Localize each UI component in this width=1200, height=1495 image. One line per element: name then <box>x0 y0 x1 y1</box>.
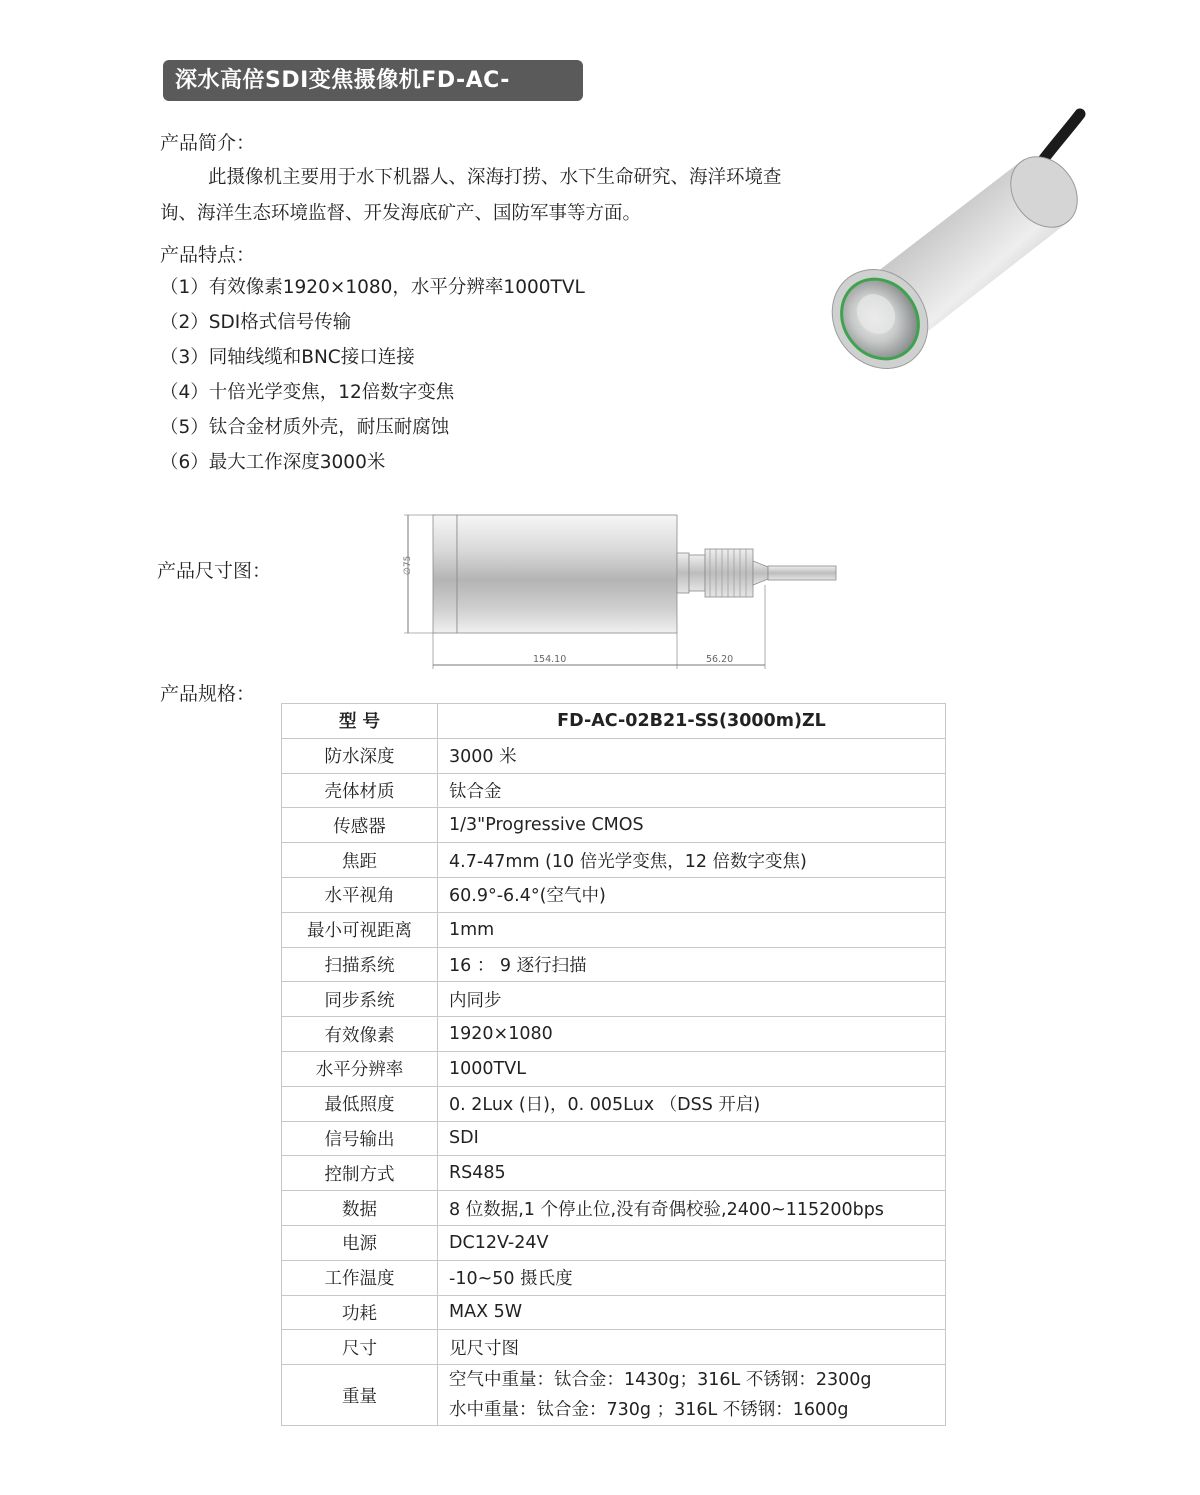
spec-value: MAX 5W <box>438 1295 946 1330</box>
spec-key: 信号输出 <box>282 1121 438 1156</box>
spec-value: -10~50 摄氏度 <box>438 1260 946 1295</box>
spec-value: 1920×1080 <box>438 1017 946 1052</box>
body-length-label: 154.10 <box>533 654 567 665</box>
intro-paragraph <box>160 160 840 232</box>
feature-item: （2）SDI格式信号传输 <box>160 312 352 333</box>
table-row <box>282 1330 946 1365</box>
spec-key: 同步系统 <box>282 982 438 1017</box>
table-row <box>282 808 946 843</box>
table-header-row <box>282 704 946 739</box>
feature-item: （4）十倍光学变焦，12倍数字变焦 <box>160 382 455 403</box>
spec-key: 传感器 <box>282 808 438 843</box>
spec-key: 最小可视距离 <box>282 912 438 947</box>
table-row <box>282 877 946 912</box>
table-row <box>282 1017 946 1052</box>
spec-value: 8 位数据,1 个停止位,没有奇偶校验,2400~115200bps <box>438 1191 946 1226</box>
table-row <box>282 738 946 773</box>
spec-key: 尺寸 <box>282 1330 438 1365</box>
intro-line-2: 询、海洋生态环境监督、开发海底矿产、国防军事等方面。 <box>160 203 642 224</box>
feature-item: （6）最大工作深度3000米 <box>160 452 386 473</box>
table-row <box>282 1156 946 1191</box>
spec-value: 60.9°-6.4°(空气中) <box>438 877 946 912</box>
intro-line-1 <box>160 160 840 196</box>
table-row <box>282 1086 946 1121</box>
features-label: 产品特点： <box>160 244 256 266</box>
header-model-cell: FD-AC-02B21-SS(3000m)ZL <box>438 704 946 739</box>
spec-key: 数据 <box>282 1191 438 1226</box>
table-row <box>282 947 946 982</box>
dimension-label: 产品尺寸图： <box>157 560 272 582</box>
spec-value: RS485 <box>438 1156 946 1191</box>
table-row <box>282 1121 946 1156</box>
spec-value: 0. 2Lux (日)，0. 005Lux （DSS 开启) <box>438 1086 946 1121</box>
spec-table <box>281 703 946 1426</box>
spec-key: 工作温度 <box>282 1260 438 1295</box>
table-row <box>282 843 946 878</box>
spec-value: 3000 米 <box>438 738 946 773</box>
spec-value: 1000TVL <box>438 1051 946 1086</box>
dimension-drawing <box>390 505 850 680</box>
features-list <box>160 270 585 480</box>
spec-value: 4.7-47mm (10 倍光学变焦，12 倍数字变焦) <box>438 843 946 878</box>
feature-item: （5）钛合金材质外壳，耐压耐腐蚀 <box>160 417 450 438</box>
table-row <box>282 1191 946 1226</box>
table-row <box>282 1260 946 1295</box>
spec-key: 电源 <box>282 1225 438 1260</box>
connector-length-label: 56.20 <box>706 654 734 665</box>
feature-item: （3）同轴线缆和BNC接口连接 <box>160 347 415 368</box>
spec-key: 水平视角 <box>282 877 438 912</box>
table-row <box>282 912 946 947</box>
spec-key: 壳体材质 <box>282 773 438 808</box>
spec-key: 焦距 <box>282 843 438 878</box>
spec-key: 有效像素 <box>282 1017 438 1052</box>
spec-value: 1/3"Progressive CMOS <box>438 808 946 843</box>
weight-water-line: 水中重量：钛合金：730g ；316L 不锈钢：1600g <box>449 1400 849 1421</box>
table-row <box>282 773 946 808</box>
intro-line-1-text: 此摄像机主要用于水下机器人、深海打捞、水下生命研究、海洋环境查 <box>208 167 782 188</box>
table-row-weight <box>282 1365 946 1426</box>
weight-air-line: 空气中重量：钛合金：1430g；316L 不锈钢：2300g <box>449 1370 872 1391</box>
spec-key: 防水深度 <box>282 738 438 773</box>
intro-label: 产品简介： <box>160 132 256 154</box>
table-row <box>282 1051 946 1086</box>
table-row <box>282 1295 946 1330</box>
table-row <box>282 1225 946 1260</box>
spec-value-weight <box>438 1365 946 1426</box>
spec-key: 水平分辨率 <box>282 1051 438 1086</box>
spec-key: 功耗 <box>282 1295 438 1330</box>
product-title-badge: 深水高倍SDI变焦摄像机FD-AC-02B21 <box>163 60 583 101</box>
spec-value: 钛合金 <box>438 773 946 808</box>
spec-value: 见尺寸图 <box>438 1330 946 1365</box>
spec-value: 1mm <box>438 912 946 947</box>
diameter-label: ∅75 <box>403 555 413 575</box>
table-row <box>282 982 946 1017</box>
spec-key: 最低照度 <box>282 1086 438 1121</box>
feature-item: （1）有效像素1920×1080，水平分辨率1000TVL <box>160 277 585 298</box>
spec-key: 重量 <box>282 1365 438 1426</box>
spec-value: 16 ： 9 逐行扫描 <box>438 947 946 982</box>
camera-product-image <box>830 100 1100 380</box>
specs-label: 产品规格： <box>160 683 256 705</box>
spec-value: 内同步 <box>438 982 946 1017</box>
spec-value: SDI <box>438 1121 946 1156</box>
spec-key: 控制方式 <box>282 1156 438 1191</box>
spec-key: 扫描系统 <box>282 947 438 982</box>
header-key-cell: 型 号 <box>282 704 438 739</box>
spec-value: DC12V-24V <box>438 1225 946 1260</box>
